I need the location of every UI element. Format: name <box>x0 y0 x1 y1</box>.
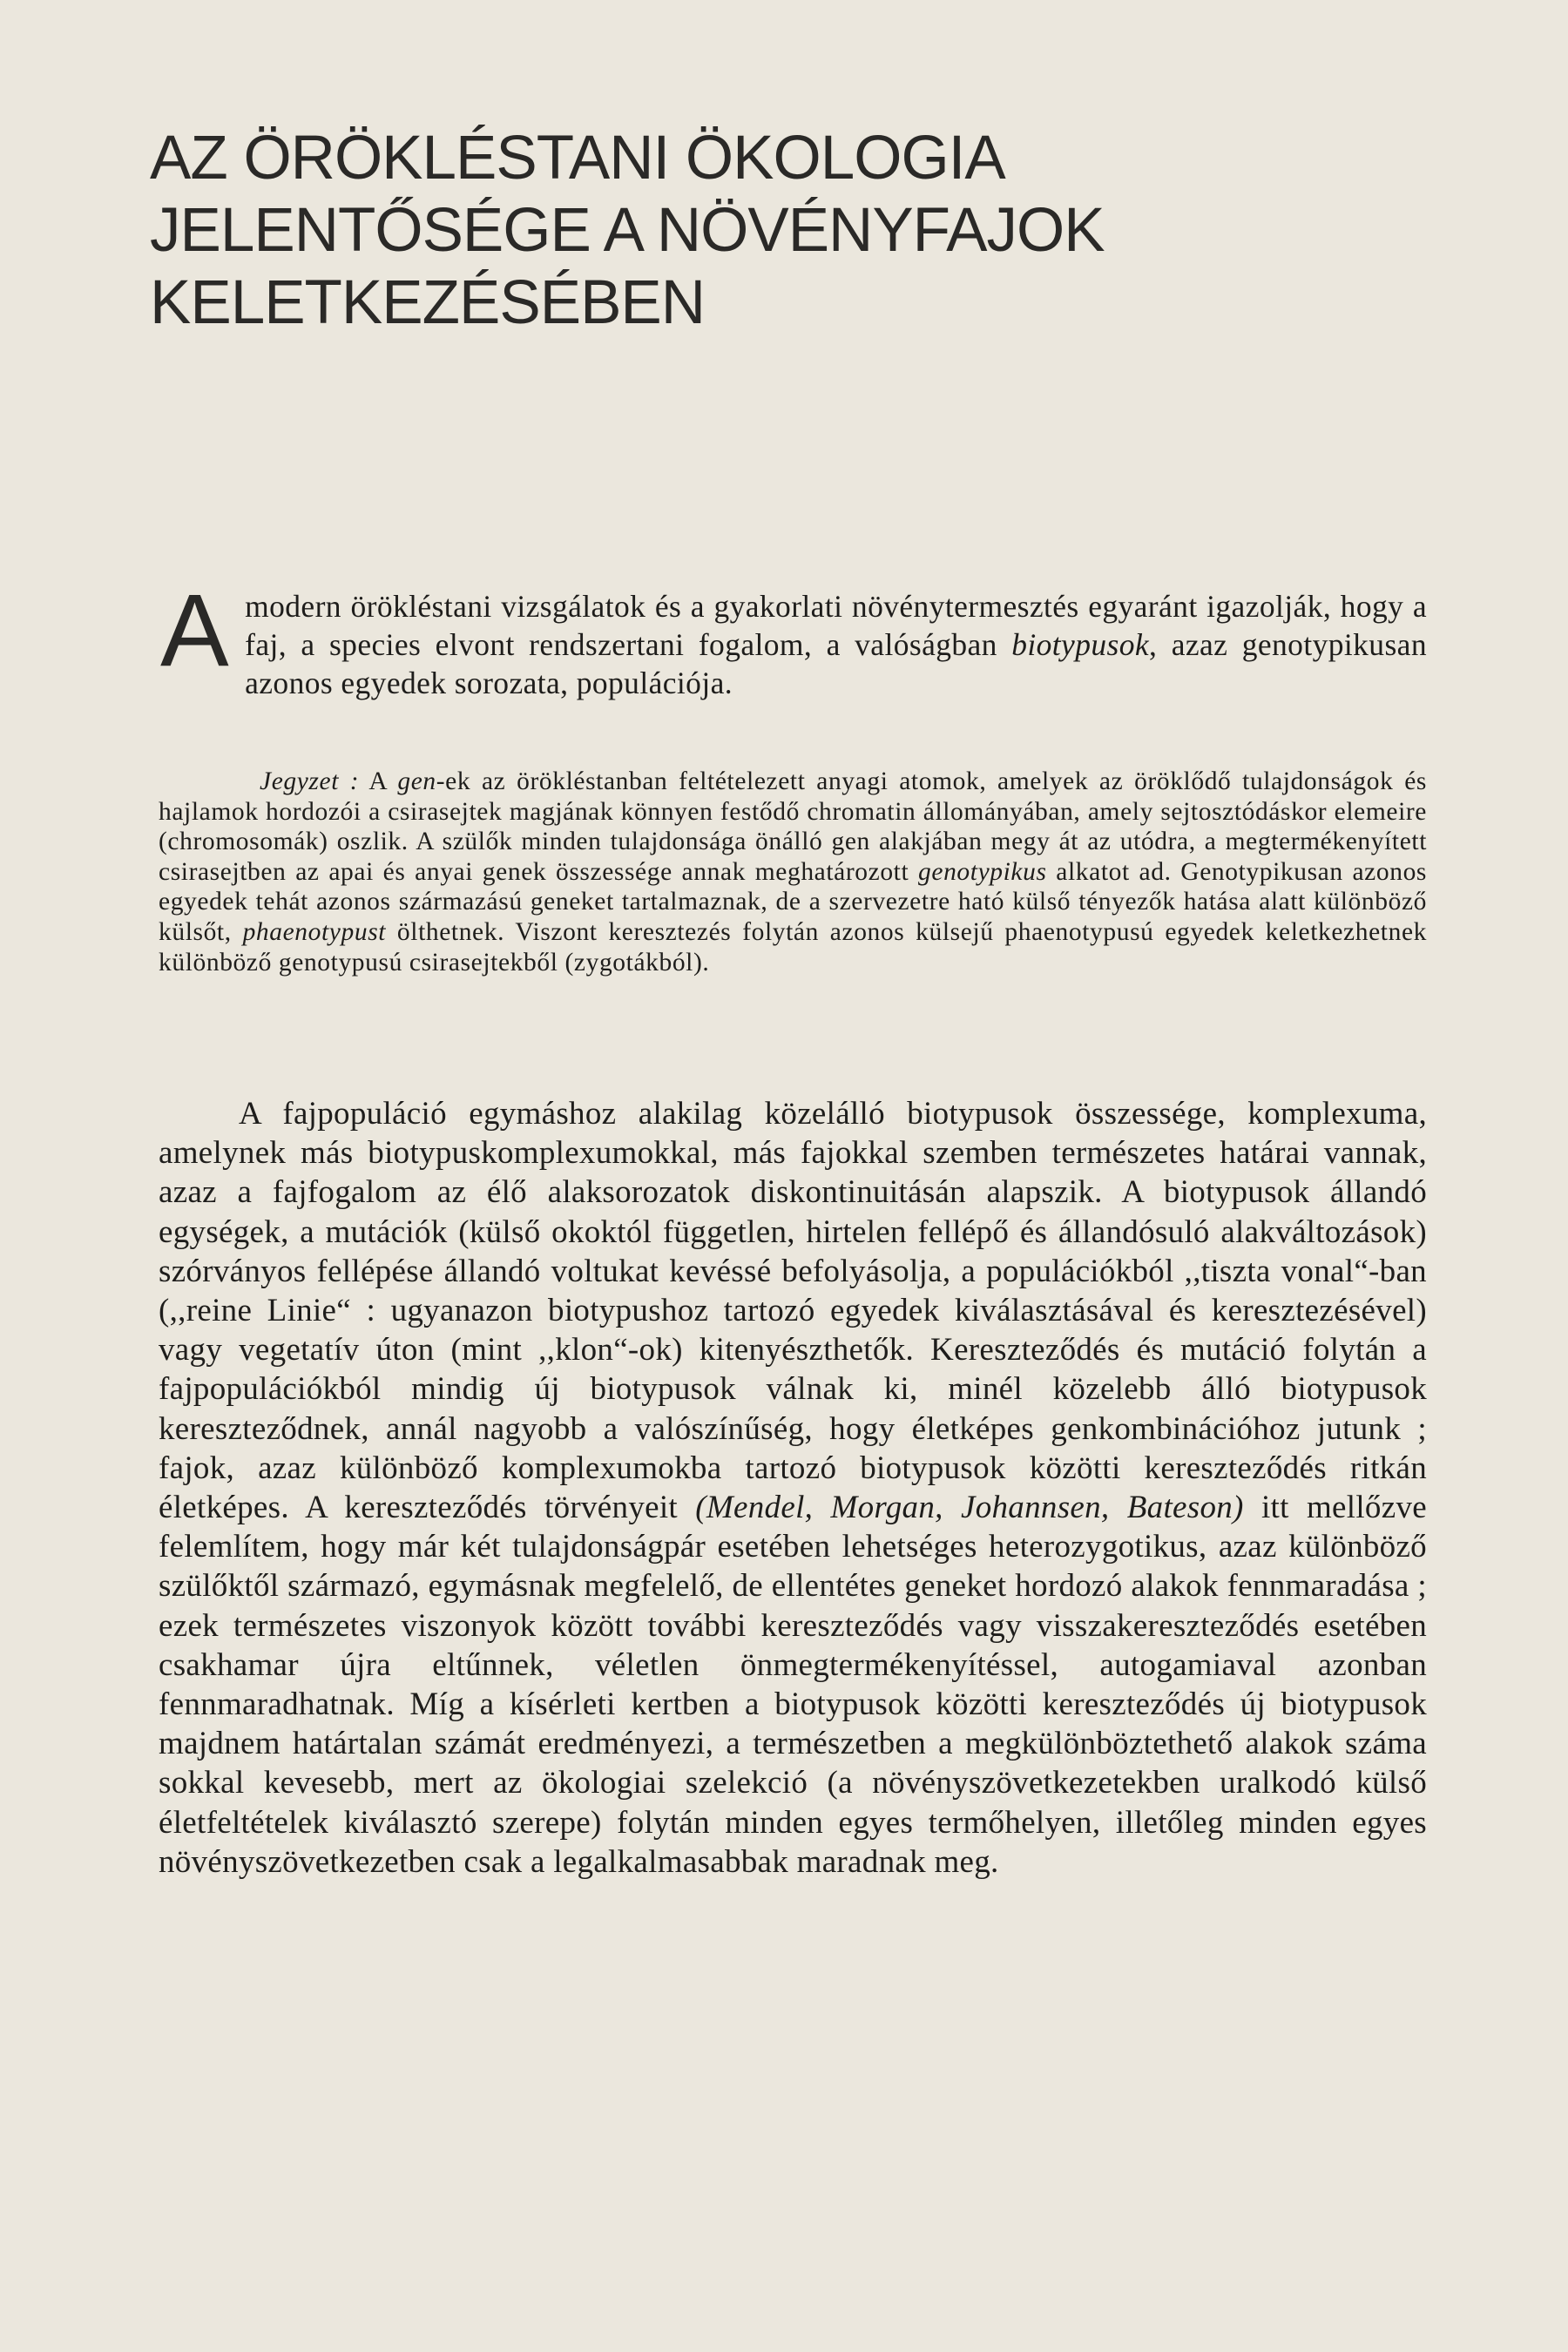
footnote-text <box>159 767 1427 977</box>
body-text <box>159 1094 1427 1882</box>
title-line-1: AZ ÖRÖKLÉSTANI ÖKOLOGIA <box>150 124 1005 193</box>
footnote-part-2: -ek az örökléstanban feltételezett anyagi atomok, amelyek az öröklődő tulajdonságok és hajlamok hordozói a csirasejtek magjának könnyen festődő chromatin állományában, amely sejtosztódáskor elemeire (chromosomák) oszlik. A szülők minden tulajdonsága önálló gen alakjában megy át az utódra, a megtermékenyített csirasejtben az apai és anyai genek összessége annak meghatározott <box>159 767 1427 886</box>
footnote-part-1: A <box>359 767 398 795</box>
body-part-1: A fajpopuláció egymáshoz alakilag közelálló biotypusok összessége, komplexuma, amelynek más biotypuskomplexumokkal, más fajokkal szemben természetes határai vannak, azaz a fajfogalom az élő alaksorozatok diskontinuitásán alapszik. A biotypusok állandó egységek, a mutációk (külső okoktól független, hirtelen fellépő és állandósuló alakváltozások) szórványos fellépése állandó voltukat kevéssé befolyásolja, a populációkból ,,tiszta vonal“-ban (,,reine Linie“ : ugyanazon biotypushoz tartozó egyedek kiválasztásával és keresztezésével) vagy vegetatív úton (mint ,,klon“-ok) kitenyészthetők. Kereszteződés és mutáció folytán a fajpopulációkból mindig új biotypusok válnak ki, minél közelebb álló biotypusok kereszteződnek, annál nagyobb a valószínűség, hogy életképes genkombinációhoz jutunk ; fajok, azaz különböző komplexumokba tartozó biotypusok közötti kereszteződés ritkán életképes. A kereszteződés törvényeit <box>159 1096 1427 1526</box>
article-title <box>150 122 1369 339</box>
main-body-paragraph <box>159 1094 1427 1882</box>
footnote-part-3: alkatot ad. Genotypikusan azonos egyedek tehát azonos származású geneket tartalmaznak, de a szervezetre ható külső tényezők hatása alatt különböző külsőt, <box>159 857 1427 946</box>
footnote-part-4: ölthetnek. Viszont keresztezés folytán azonos külsejű phaenotypusú egyedek keletkezhetnek különböző genotypusú csirasejtekből (zygotákból). <box>159 917 1427 977</box>
footnote-italic-phaenotypust: phaenotypust <box>242 917 387 946</box>
drop-cap: A <box>160 573 230 688</box>
footnote-paragraph <box>159 767 1427 977</box>
title-line-2: JELENTŐSÉGE A NÖVÉNYFAJOK <box>150 196 1105 265</box>
intro-italic-term: biotypusok <box>1011 627 1150 662</box>
intro-text-end: , azaz genotypikusan azonos egyedek sorozata, populációja. <box>245 627 1427 700</box>
footnote-italic-gen: gen <box>397 767 436 795</box>
footnote-label: Jegyzet : <box>260 767 360 795</box>
body-italic-names: (Mendel, Morgan, Johannsen, Bateson) <box>695 1490 1244 1526</box>
intro-paragraph <box>159 573 1427 702</box>
intro-text-start: modern örökléstani vizsgálatok és a gyakorlati növénytermesztés egyaránt igazolják, hogy a faj, a species elvont rendszertani fogalom, a valóságban <box>245 589 1427 662</box>
body-part-2: itt mellőzve felemlítem, hogy már két tulajdonságpár esetében lehetséges heterozygotikus, azaz különböző szülőktől származó, egymásnak megfelelő, de ellentétes geneket hordozó alakok fennmaradása ; ezek természetes viszonyok között további kereszteződés vagy visszakereszteződés esetében csakhamar újra eltűnnek, véletlen önmegtermékenyítéssel, autogamiaval azonban fennmaradhatnak. Míg a kísérleti kertben a biotypusok közötti kereszteződés új biotypusok majdnem határtalan számát eredményezi, a természetben a megkülönböztethető alakok száma sokkal kevesebb, mert az ökologiai szelekció (a növényszövetkezetekben uralkodó külső életfeltételek kiválasztó szerepe) folytán minden egyes termőhelyen, illetőleg minden egyes növényszövetkezetben csak a legalkalmasabbak maradnak meg. <box>159 1490 1427 1880</box>
title-line-3: KELETKEZÉSÉBEN <box>150 268 706 337</box>
footnote-italic-genotypikus: genotypikus <box>918 857 1047 886</box>
